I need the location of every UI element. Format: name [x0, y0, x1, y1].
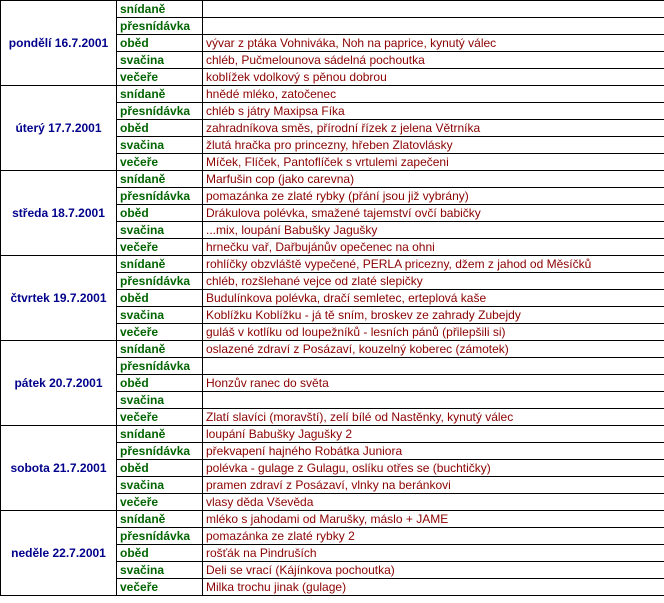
dish-description: Budulínkova polévka, dračí semletec, erteplová kaše	[203, 290, 664, 307]
dish-description	[203, 1, 664, 18]
meal-type: svačina	[117, 137, 203, 154]
meal-type: oběd	[117, 460, 203, 477]
dish-description: ...mix, loupání Babušky Jagušky	[203, 222, 664, 239]
dish-description: překvapení hajného Robátka Juniora	[203, 443, 664, 460]
dish-description: žlutá hračka pro princezny, hřeben Zlatovlásky	[203, 137, 664, 154]
menu-table-body	[1, 1, 664, 596]
meal-type: svačina	[117, 222, 203, 239]
meal-type: oběd	[117, 290, 203, 307]
dish-description: Deli se vrací (Kájínkova pochoutka)	[203, 562, 664, 579]
dish-description: vlasy děda Vševěda	[203, 494, 664, 511]
dish-description: rošťák na Pindruších	[203, 545, 664, 562]
dish-description	[203, 18, 664, 35]
meal-type: snídaně	[117, 256, 203, 273]
meal-type: oběd	[117, 35, 203, 52]
dish-description: Drákulova polévka, smažené tajemství ovčí babičky	[203, 205, 664, 222]
dish-description: chléb, rozšlehané vejce od zlaté slepičky	[203, 273, 664, 290]
dish-description: vývar z ptáka Vohniváka, Noh na paprice, kynutý válec	[203, 35, 664, 52]
table-row	[1, 256, 664, 273]
meal-type: snídaně	[117, 511, 203, 528]
table-row	[1, 511, 664, 528]
dish-description: hrnečku vař, Dařbujánův opečenec na ohni	[203, 239, 664, 256]
table-row	[1, 86, 664, 103]
meal-type: svačina	[117, 477, 203, 494]
meal-type: večeře	[117, 69, 203, 86]
meal-type: přesnídávka	[117, 103, 203, 120]
meal-type: snídaně	[117, 426, 203, 443]
dish-description: chléb, Pučmelounova sádelná pochoutka	[203, 52, 664, 69]
dish-description: hnědé mléko, zatočenec	[203, 86, 664, 103]
table-row	[1, 426, 664, 443]
meal-type: oběd	[117, 375, 203, 392]
dish-description: pomazánka ze zlaté rybky (přání jsou již vybrány)	[203, 188, 664, 205]
dish-description: pramen zdraví z Posázaví, vlnky na beránkovi	[203, 477, 664, 494]
dish-description	[203, 358, 664, 375]
day-label: sobota 21.7.2001	[1, 426, 117, 511]
meal-type: svačina	[117, 562, 203, 579]
meal-type: svačina	[117, 52, 203, 69]
dish-description: Marfušin cop (jako carevna)	[203, 171, 664, 188]
dish-description: Milka trochu jinak (gulage)	[203, 579, 664, 596]
day-label: pondělí 16.7.2001	[1, 1, 117, 86]
table-row	[1, 341, 664, 358]
dish-description	[203, 392, 664, 409]
meal-type: snídaně	[117, 341, 203, 358]
dish-description: Koblížku Koblížku - já tě sním, broskev ze zahrady Zubejdy	[203, 307, 664, 324]
meal-type: oběd	[117, 545, 203, 562]
meal-type: přesnídávka	[117, 443, 203, 460]
dish-description: Honzův ranec do světa	[203, 375, 664, 392]
day-label: pátek 20.7.2001	[1, 341, 117, 426]
dish-description: koblížek vdolkový s pěnou dobrou	[203, 69, 664, 86]
meal-type: večeře	[117, 409, 203, 426]
meal-type: večeře	[117, 579, 203, 596]
meal-type: přesnídávka	[117, 358, 203, 375]
meal-type: večeře	[117, 494, 203, 511]
table-row	[1, 171, 664, 188]
meal-type: přesnídávka	[117, 273, 203, 290]
day-label: čtvrtek 19.7.2001	[1, 256, 117, 341]
meal-type: přesnídávka	[117, 18, 203, 35]
day-label: středa 18.7.2001	[1, 171, 117, 256]
meal-type: oběd	[117, 205, 203, 222]
meal-type: svačina	[117, 392, 203, 409]
dish-description: mléko s jahodami od Marušky, máslo + JAME	[203, 511, 664, 528]
dish-description: zahradníkova směs, přírodní řízek z jelena Větrníka	[203, 120, 664, 137]
meal-type: snídaně	[117, 171, 203, 188]
meal-type: večeře	[117, 324, 203, 341]
dish-description: oslazené zdraví z Posázaví, kouzelný koberec (zámotek)	[203, 341, 664, 358]
day-label: úterý 17.7.2001	[1, 86, 117, 171]
dish-description: rohlíčky obzvláště vypečené, PERLA pricezny, džem z jahod od Měsíčků	[203, 256, 664, 273]
dish-description: guláš v kotlíku od loupežníků - lesních pánů (přilepšili si)	[203, 324, 664, 341]
dish-description: chléb s játry Maxipsa Fíka	[203, 103, 664, 120]
dish-description: Míček, Flíček, Pantoflíček s vrtulemi zapečeni	[203, 154, 664, 171]
meal-type: svačina	[117, 307, 203, 324]
meal-type: večeře	[117, 154, 203, 171]
meal-type: přesnídávka	[117, 528, 203, 545]
meal-type: večeře	[117, 239, 203, 256]
dish-description: polévka - gulage z Gulagu, oslíku otřes se (buchtičky)	[203, 460, 664, 477]
table-row	[1, 1, 664, 18]
day-label: neděle 22.7.2001	[1, 511, 117, 596]
dish-description: Zlatí slavíci (moravští), zelí bílé od Nastěnky, kynutý válec	[203, 409, 664, 426]
meal-type: snídaně	[117, 1, 203, 18]
dish-description: pomazánka ze zlaté rybky 2	[203, 528, 664, 545]
meal-type: oběd	[117, 120, 203, 137]
dish-description: loupání Babušky Jagušky 2	[203, 426, 664, 443]
meal-type: přesnídávka	[117, 188, 203, 205]
meal-type: snídaně	[117, 86, 203, 103]
